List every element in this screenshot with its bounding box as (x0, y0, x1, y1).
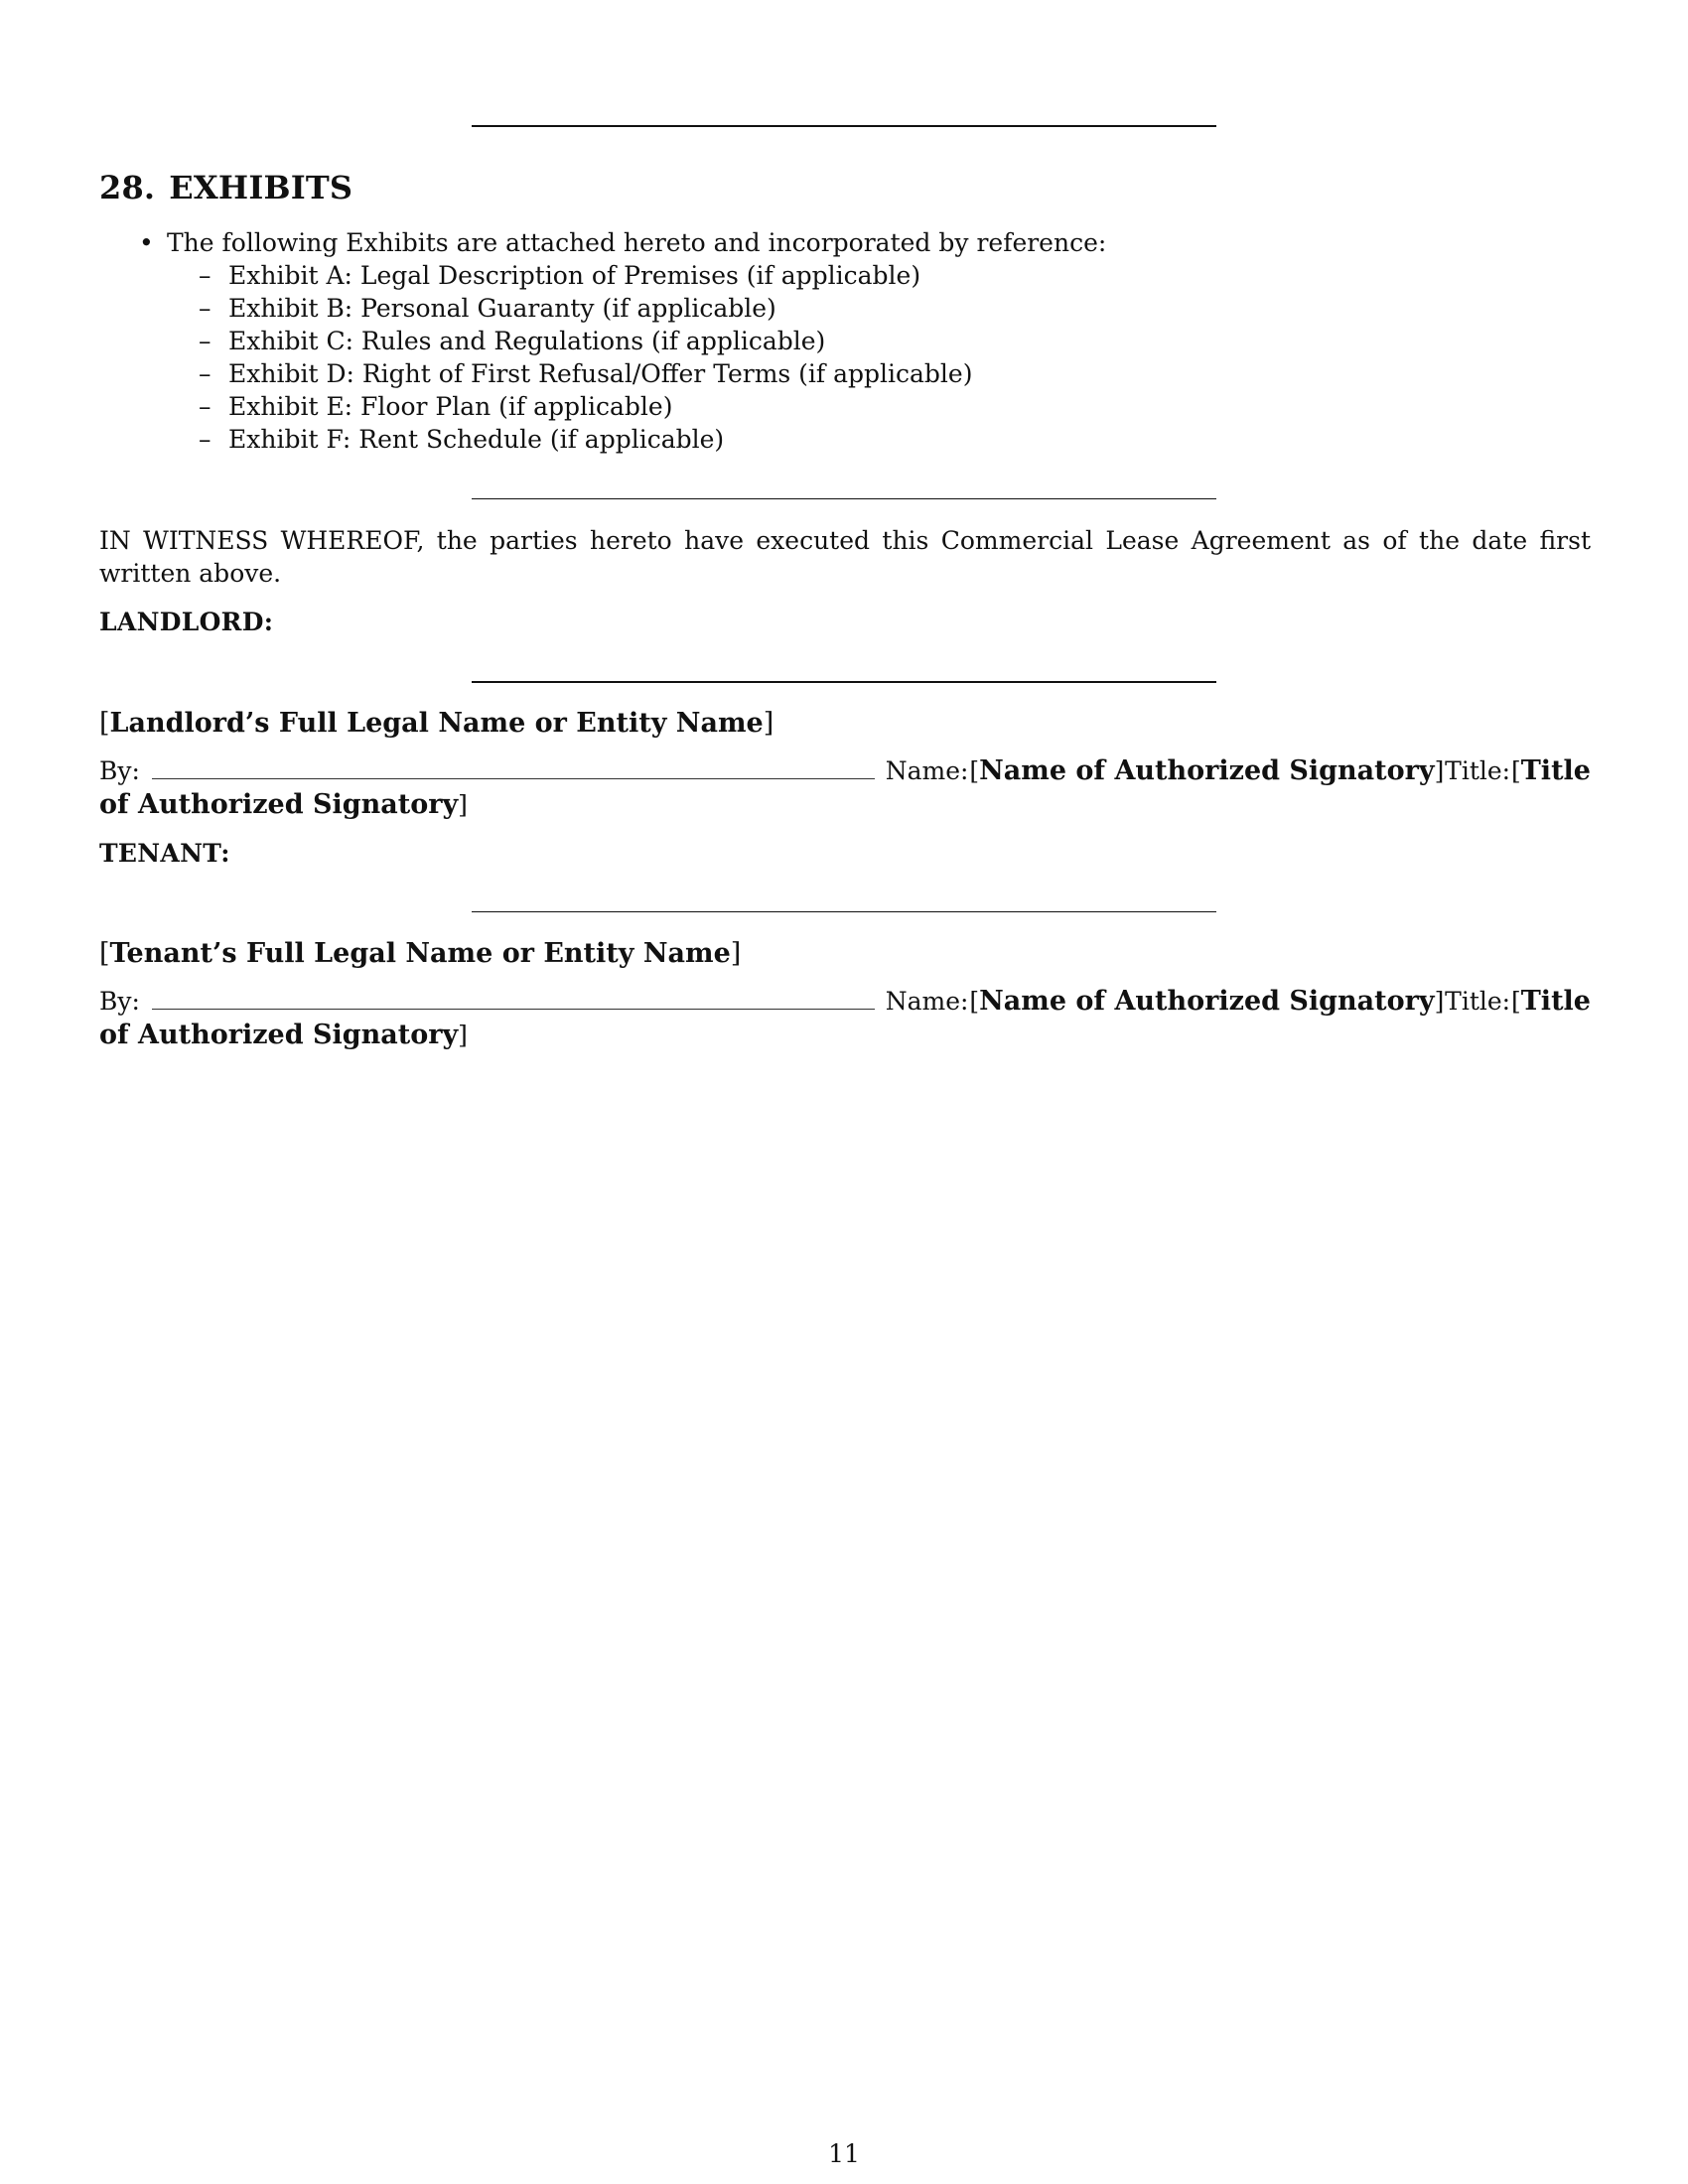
exhibit-b: Exhibit B: Personal Guaranty (if applicable) (228, 294, 776, 323)
tenant-signature-line[interactable] (152, 987, 875, 1010)
landlord-name-label: Name: (885, 756, 969, 785)
exhibit-e: Exhibit E: Floor Plan (if applicable) (228, 392, 673, 421)
list-item (139, 226, 1106, 456)
tenant-name-value: Name of Authorized Signatory (979, 986, 1435, 1017)
landlord-entity-name-text: Landlord’s Full Legal Name or Entity Name (109, 708, 764, 739)
landlord-by-group (99, 754, 885, 788)
tenant-title-label: Title: (1445, 987, 1511, 1016)
landlord-title-value-part1: Title (1520, 755, 1591, 786)
tenant-title-group: [Title (1510, 986, 1591, 1017)
list-item (199, 390, 1106, 423)
landlord-name-value: Name of Authorized Signatory (979, 755, 1435, 786)
landlord-signature-block (99, 754, 1591, 822)
exhibits-intro: The following Exhibits are attached hereto and incorporated by reference: (167, 228, 1107, 257)
tenant-name-group: [Name of Authorized Signatory] (969, 986, 1445, 1017)
tenant-title-value-part1: Title (1520, 986, 1591, 1017)
list-item (199, 357, 1106, 390)
landlord-name-group: [Name of Authorized Signatory] (969, 755, 1445, 786)
landlord-entity-name: [Landlord’s Full Legal Name or Entity Name] (99, 708, 774, 739)
page-number: 11 (828, 2139, 860, 2168)
tenant-entity-name: [Tenant’s Full Legal Name or Entity Name] (99, 938, 742, 969)
tenant-title-continuation: of Authorized Signatory] (99, 1020, 468, 1050)
tenant-signature-block (99, 985, 1591, 1052)
landlord-title-group: [Title (1510, 755, 1591, 786)
exhibit-sublist (167, 259, 1106, 456)
bullet-icon: • (139, 228, 154, 257)
section-heading (99, 169, 352, 206)
tenant-name-label: Name: (885, 987, 969, 1016)
section-title: EXHIBITS (169, 169, 353, 206)
tenant-label: TENANT: (99, 839, 230, 868)
exhibits-list (139, 226, 1106, 456)
landlord-label: LANDLORD: (99, 608, 274, 636)
witness-paragraph: IN WITNESS WHEREOF, the parties hereto have executed this Commercial Lease Agreement as of the date first written above. (99, 526, 1591, 588)
list-item (199, 325, 1106, 357)
list-item (199, 259, 1106, 292)
exhibit-c: Exhibit C: Rules and Regulations (if applicable) (228, 327, 826, 355)
landlord-title-label: Title: (1445, 756, 1511, 785)
tenant-by-group (99, 985, 885, 1019)
exhibit-a: Exhibit A: Legal Description of Premises (if applicable) (228, 261, 921, 290)
dash-icon: – (199, 294, 211, 323)
exhibit-f: Exhibit F: Rent Schedule (if applicable) (228, 425, 725, 454)
tenant-entity-name-text: Tenant’s Full Legal Name or Entity Name (109, 938, 731, 969)
horizontal-rule-middle (472, 498, 1216, 499)
landlord-signature-line[interactable] (152, 756, 875, 779)
tenant-title-value-part2: of Authorized Signatory (99, 1020, 459, 1050)
tenant-signature-row (99, 985, 1591, 1019)
landlord-title-continuation: of Authorized Signatory] (99, 789, 468, 820)
dash-icon: – (199, 359, 211, 388)
landlord-signature-row (99, 754, 1591, 788)
list-item (199, 292, 1106, 325)
dash-icon: – (199, 327, 211, 355)
horizontal-rule-top (472, 125, 1216, 127)
landlord-by-label: By: (99, 756, 140, 785)
section-number: 28. (99, 169, 156, 206)
landlord-title-value-part2: of Authorized Signatory (99, 789, 459, 820)
dash-icon: – (199, 392, 211, 421)
landlord-signature-rule (472, 681, 1216, 683)
dash-icon: – (199, 425, 211, 454)
dash-icon: – (199, 261, 211, 290)
tenant-by-label: By: (99, 987, 140, 1016)
list-item (199, 423, 1106, 456)
tenant-signature-rule (472, 911, 1216, 912)
exhibit-d: Exhibit D: Right of First Refusal/Offer Terms (if applicable) (228, 359, 973, 388)
